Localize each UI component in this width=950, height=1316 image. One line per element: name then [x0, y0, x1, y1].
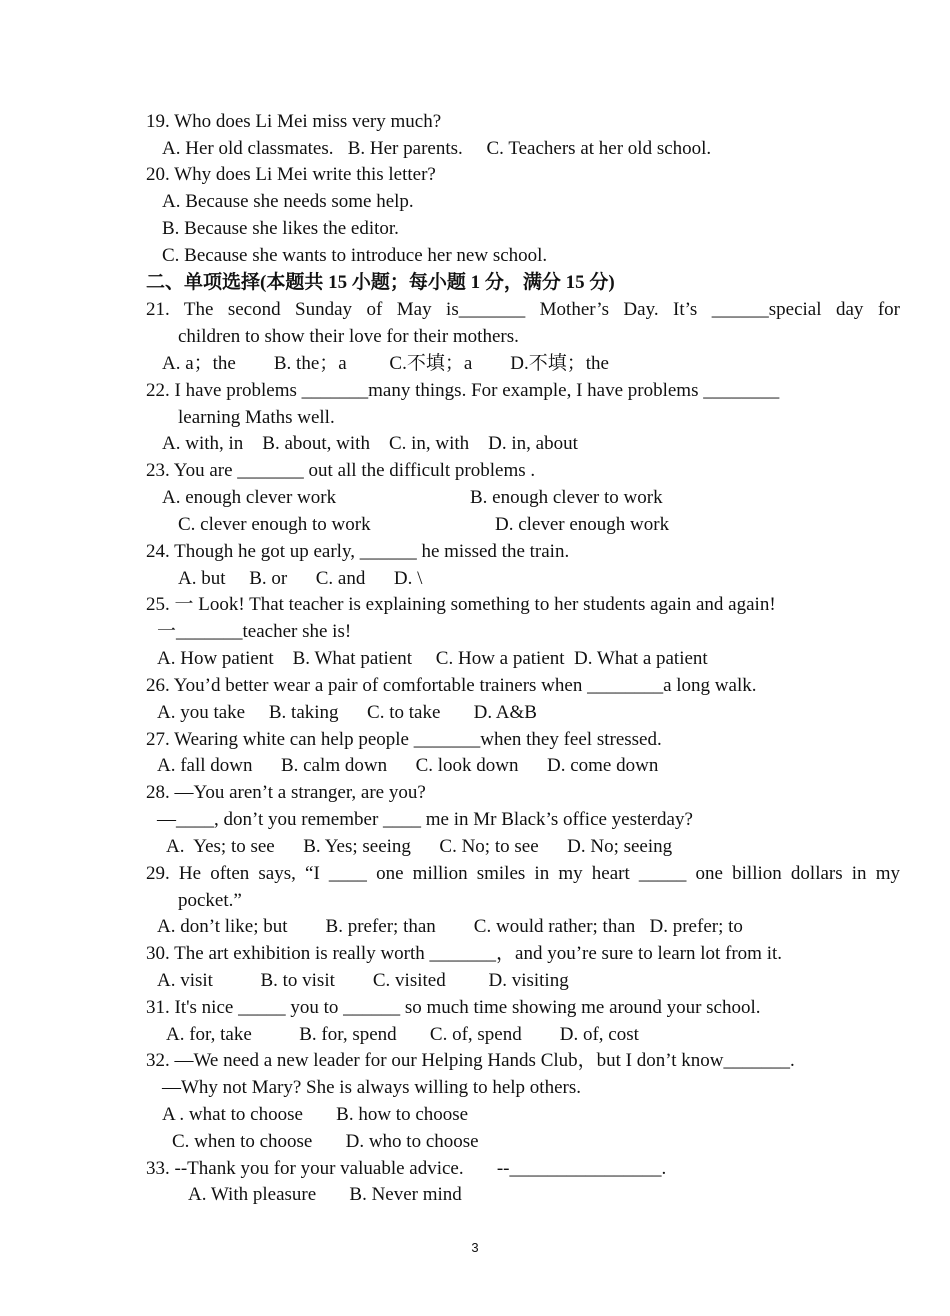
- q29-question-cont: pocket.”: [178, 890, 242, 911]
- q23-option-a: A. enough clever work: [162, 487, 337, 508]
- q26-question: 26. You’d better wear a pair of comfortable trainers when ________a long walk.: [146, 675, 757, 696]
- q21-question: 21. The second Sunday of May is_______ Mother’s Day. It’s ______special day for: [146, 299, 900, 320]
- q19-options: A. Her old classmates. B. Her parents. C. Teachers at her old school.: [162, 138, 712, 159]
- q32-options-cd: C. when to choose D. who to choose: [172, 1131, 479, 1152]
- q28-options: A. Yes; to see B. Yes; seeing C. No; to see D. No; seeing: [166, 836, 673, 857]
- q19-question: 19. Who does Li Mei miss very much?: [146, 111, 442, 132]
- q21-options: A. a；the B. the；a C.不填；a D.不填；the: [162, 353, 609, 374]
- q24-question: 24. Though he got up early, ______ he missed the train.: [146, 541, 570, 562]
- q22-question-cont: learning Maths well.: [178, 407, 335, 428]
- q20-option-a: A. Because she needs some help.: [162, 191, 414, 212]
- q32-question-cont: —Why not Mary? She is always willing to help others.: [162, 1077, 581, 1098]
- q25-question: 25. 一 Look! That teacher is explaining something to her students again and again!: [146, 594, 776, 615]
- q25-question-cont: 一_______teacher she is!: [157, 621, 352, 642]
- page-number: 3: [471, 1240, 479, 1255]
- q23-option-c: C. clever enough to work: [178, 514, 371, 535]
- q27-question: 27. Wearing white can help people _______when they feel stressed.: [146, 729, 662, 750]
- q29-options: A. don’t like; but B. prefer; than C. would rather; than D. prefer; to: [157, 916, 743, 937]
- section-heading: 二、单项选择(本题共 15 小题；每小题 1 分，满分 15 分): [146, 272, 615, 293]
- q33-options: A. With pleasure B. Never mind: [188, 1184, 462, 1205]
- q22-options: A. with, in B. about, with C. in, with D. in, about: [162, 433, 578, 454]
- q20-question: 20. Why does Li Mei write this letter?: [146, 164, 436, 185]
- q30-options: A. visit B. to visit C. visited D. visiting: [157, 970, 569, 991]
- q28-question: 28. —You aren’t a stranger, are you?: [146, 782, 426, 803]
- q30-question: 30. The art exhibition is really worth _______，and you’re sure to learn lot from it.: [146, 943, 783, 964]
- q25-options: A. How patient B. What patient C. How a patient D. What a patient: [157, 648, 708, 669]
- q23-option-b: B. enough clever to work: [470, 487, 663, 508]
- q32-options-ab: A . what to choose B. how to choose: [162, 1104, 469, 1125]
- q26-options: A. you take B. taking C. to take D. A&B: [157, 702, 537, 723]
- q24-options: A. but B. or C. and D. \: [178, 568, 423, 589]
- q28-question-cont: —____, don’t you remember ____ me in Mr Black’s office yesterday?: [157, 809, 693, 830]
- q23-option-d: D. clever enough work: [495, 514, 670, 535]
- q22-question: 22. I have problems _______many things. For example, I have problems ________: [146, 380, 780, 401]
- q23-question: 23. You are _______ out all the difficult problems .: [146, 460, 536, 481]
- q21-question-cont: children to show their love for their mothers.: [178, 326, 519, 347]
- q31-options: A. for, take B. for, spend C. of, spend D. of, cost: [166, 1024, 639, 1045]
- q33-question: 33. --Thank you for your valuable advice. --________________.: [146, 1158, 667, 1179]
- q32-question: 32. —We need a new leader for our Helping Hands Club，but I don’t know_______.: [146, 1050, 795, 1071]
- q27-options: A. fall down B. calm down C. look down D. come down: [157, 755, 659, 776]
- q29-question: 29. He often says, “I ____ one million smiles in my heart _____ one billion dollars in my: [146, 863, 900, 884]
- q20-option-b: B. Because she likes the editor.: [162, 218, 399, 239]
- q20-option-c: C. Because she wants to introduce her new school.: [162, 245, 548, 266]
- q31-question: 31. It's nice _____ you to ______ so much time showing me around your school.: [146, 997, 761, 1018]
